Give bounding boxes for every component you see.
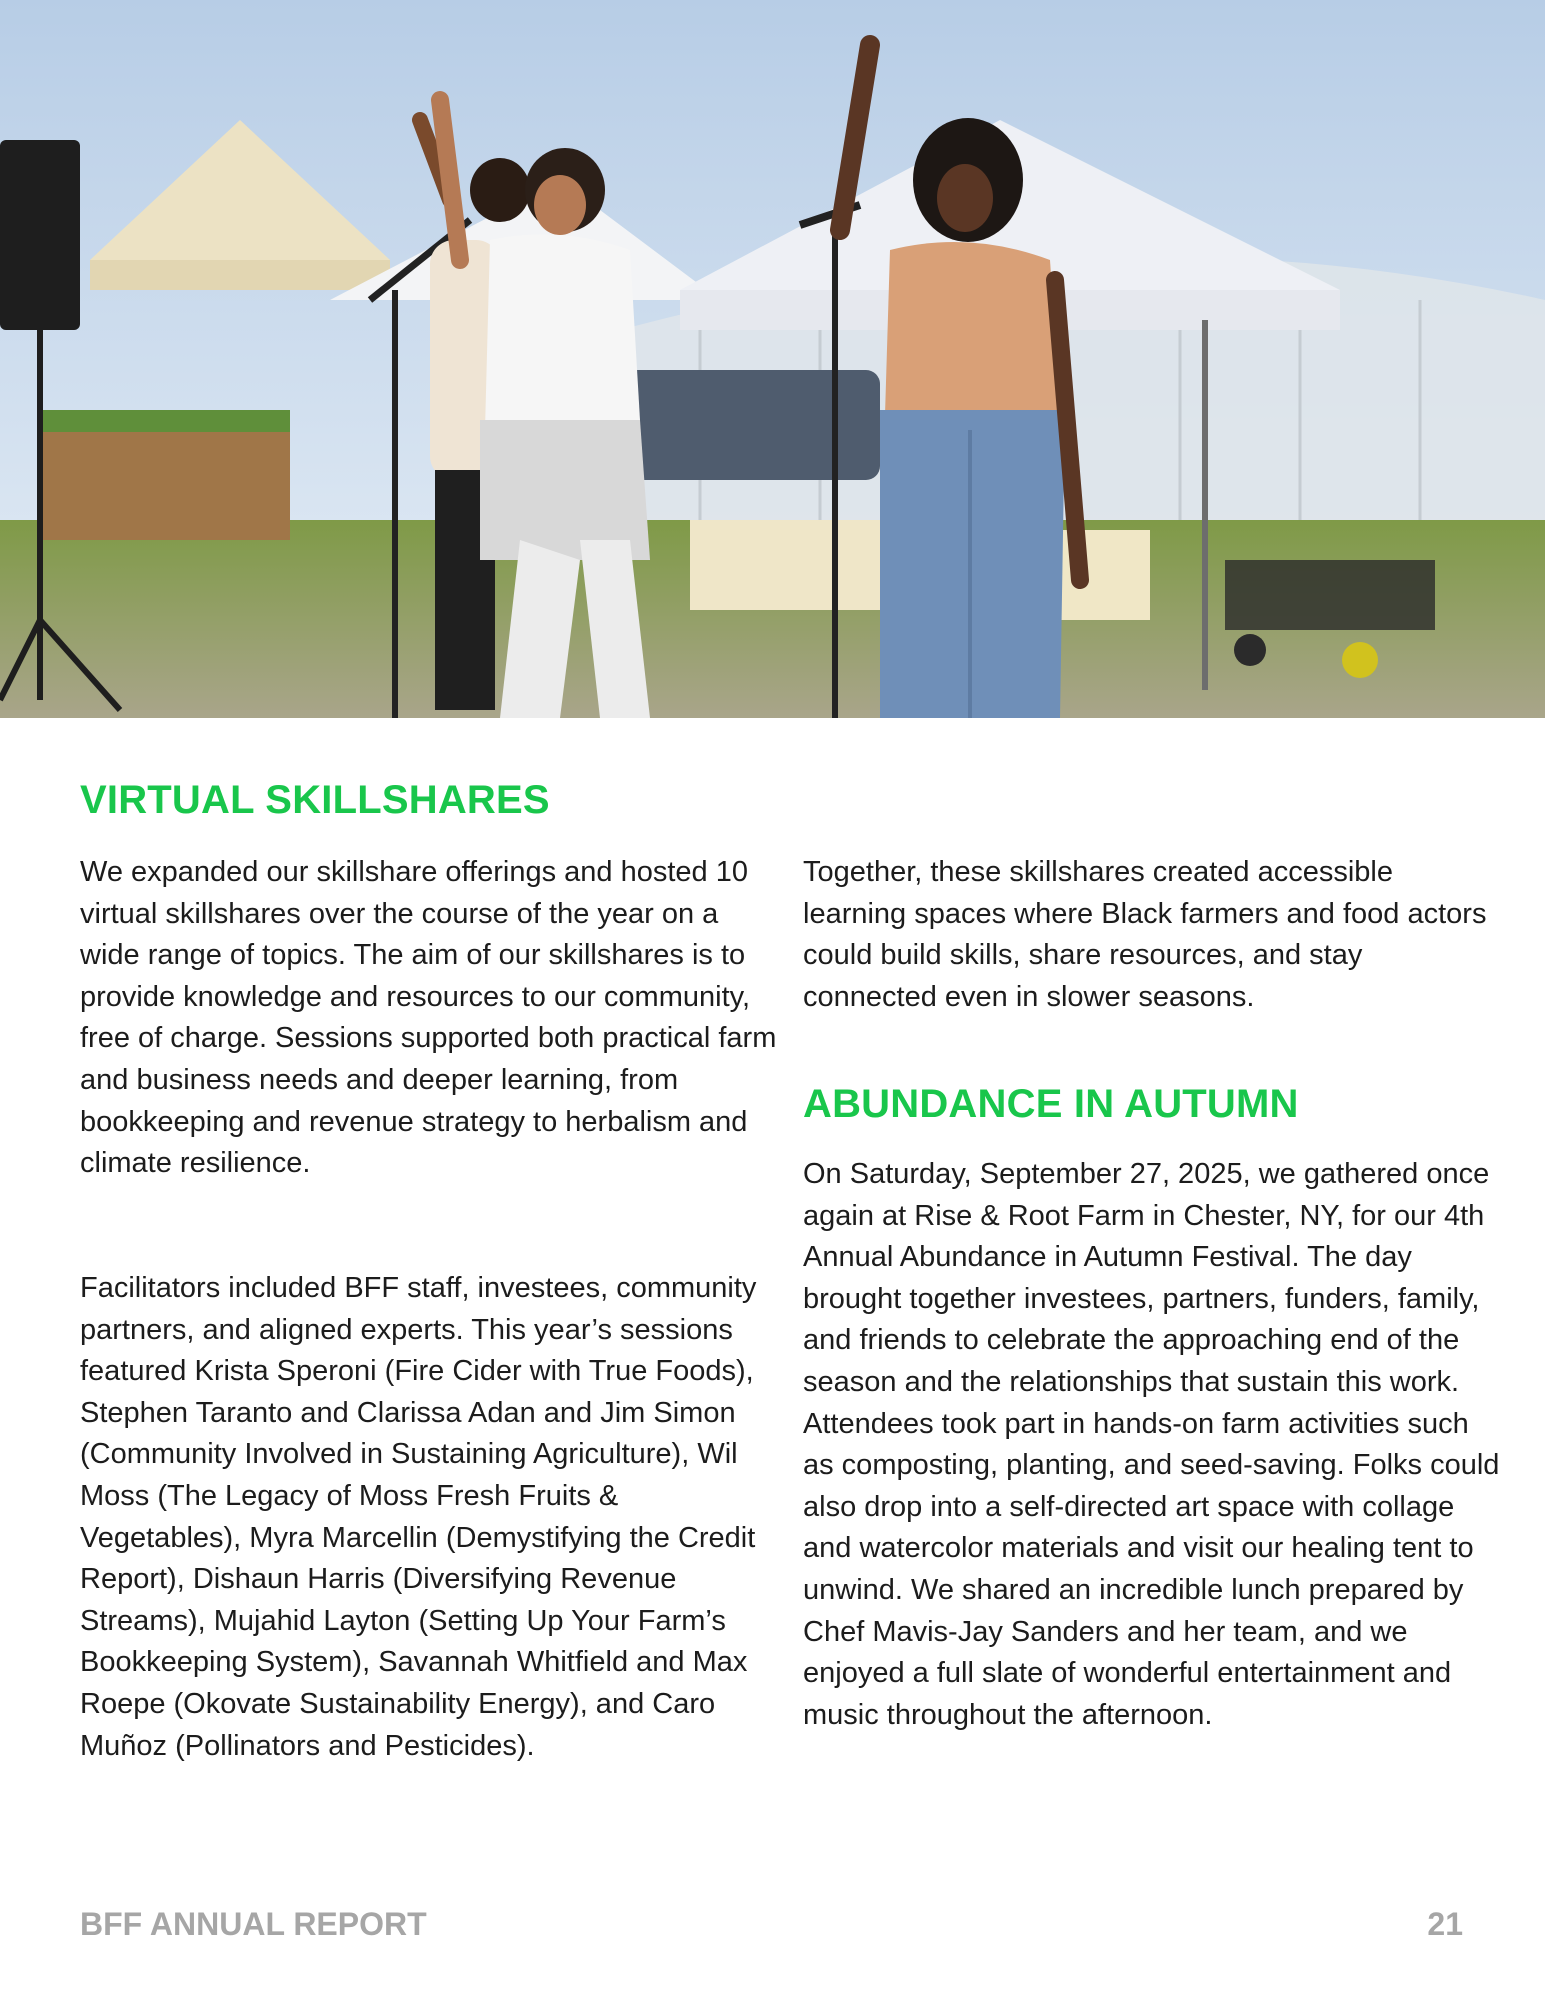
hero-photo bbox=[0, 0, 1545, 718]
abundance-paragraph: On Saturday, September 27, 2025, we gathered once again at Rise & Root Farm in Chester, NY, for our 4th Annual Abundance in Autumn Festival. The day brought together investees, partners, funders, family, and friends to celebrate the approaching end of the season and the relationships that sustain this work. Attendees took part in hands-on farm activities such as composting, planting, and seed-saving. Folks could also drop into a self-directed art space with collage and watercolor materials and visit our healing tent to unwind. We shared an incredible lunch prepared by Chef Mavis-Jay Sanders and her team, and we enjoyed a full slate of wonderful entertainment and music throughout the afternoon. bbox=[803, 1158, 1500, 1731]
footer-report-name: BFF ANNUAL REPORT bbox=[80, 1906, 427, 1942]
skillshares-paragraph-intro: We expanded our skillshare offerings and hosted 10 virtual skillshares over the course of the year on a wide range of topics. The aim of our skillshares is to provide knowledge and resources to our community, free of charge. Sessions supported both practical farm and business needs and deeper learning, from bookkeeping and revenue strategy to herbalism and climate resilience. bbox=[80, 856, 777, 1180]
skillshares-paragraph-summary: Together, these skillshares created accessible learning spaces where Black farmers and food actors could build skills, share resources, and stay connected even in slower seasons. bbox=[803, 856, 1487, 1013]
section-heading-virtual-skillshares: VIRTUAL SKILLSHARES bbox=[80, 778, 550, 822]
skillshares-paragraph-facilitators: Facilitators included BFF staff, investees, community partners, and aligned experts. This year’s sessions featured Krista Speroni (Fire Cider with True Foods), Stephen Taranto and Clarissa Adan and Jim Simon (Community Involved in Sustaining Agriculture), Wil Moss (The Legacy of Moss Fresh Fruits & Vegetables), Myra Marcellin (Demystifying the Credit Report), Dishaun Harris (Diversifying Revenue Streams), Mujahid Layton (Setting Up Your Farm’s Bookkeeping System), Savannah Whitfield and Max Roepe (Okovate Sustainability Energy), and Caro Muñoz (Pollinators and Pesticides). bbox=[80, 1272, 757, 1762]
footer-page-number: 21 bbox=[1427, 1906, 1463, 1942]
section-heading-abundance-in-autumn: ABUNDANCE IN AUTUMN bbox=[803, 1082, 1299, 1126]
festival-performers-photo bbox=[0, 0, 1545, 718]
